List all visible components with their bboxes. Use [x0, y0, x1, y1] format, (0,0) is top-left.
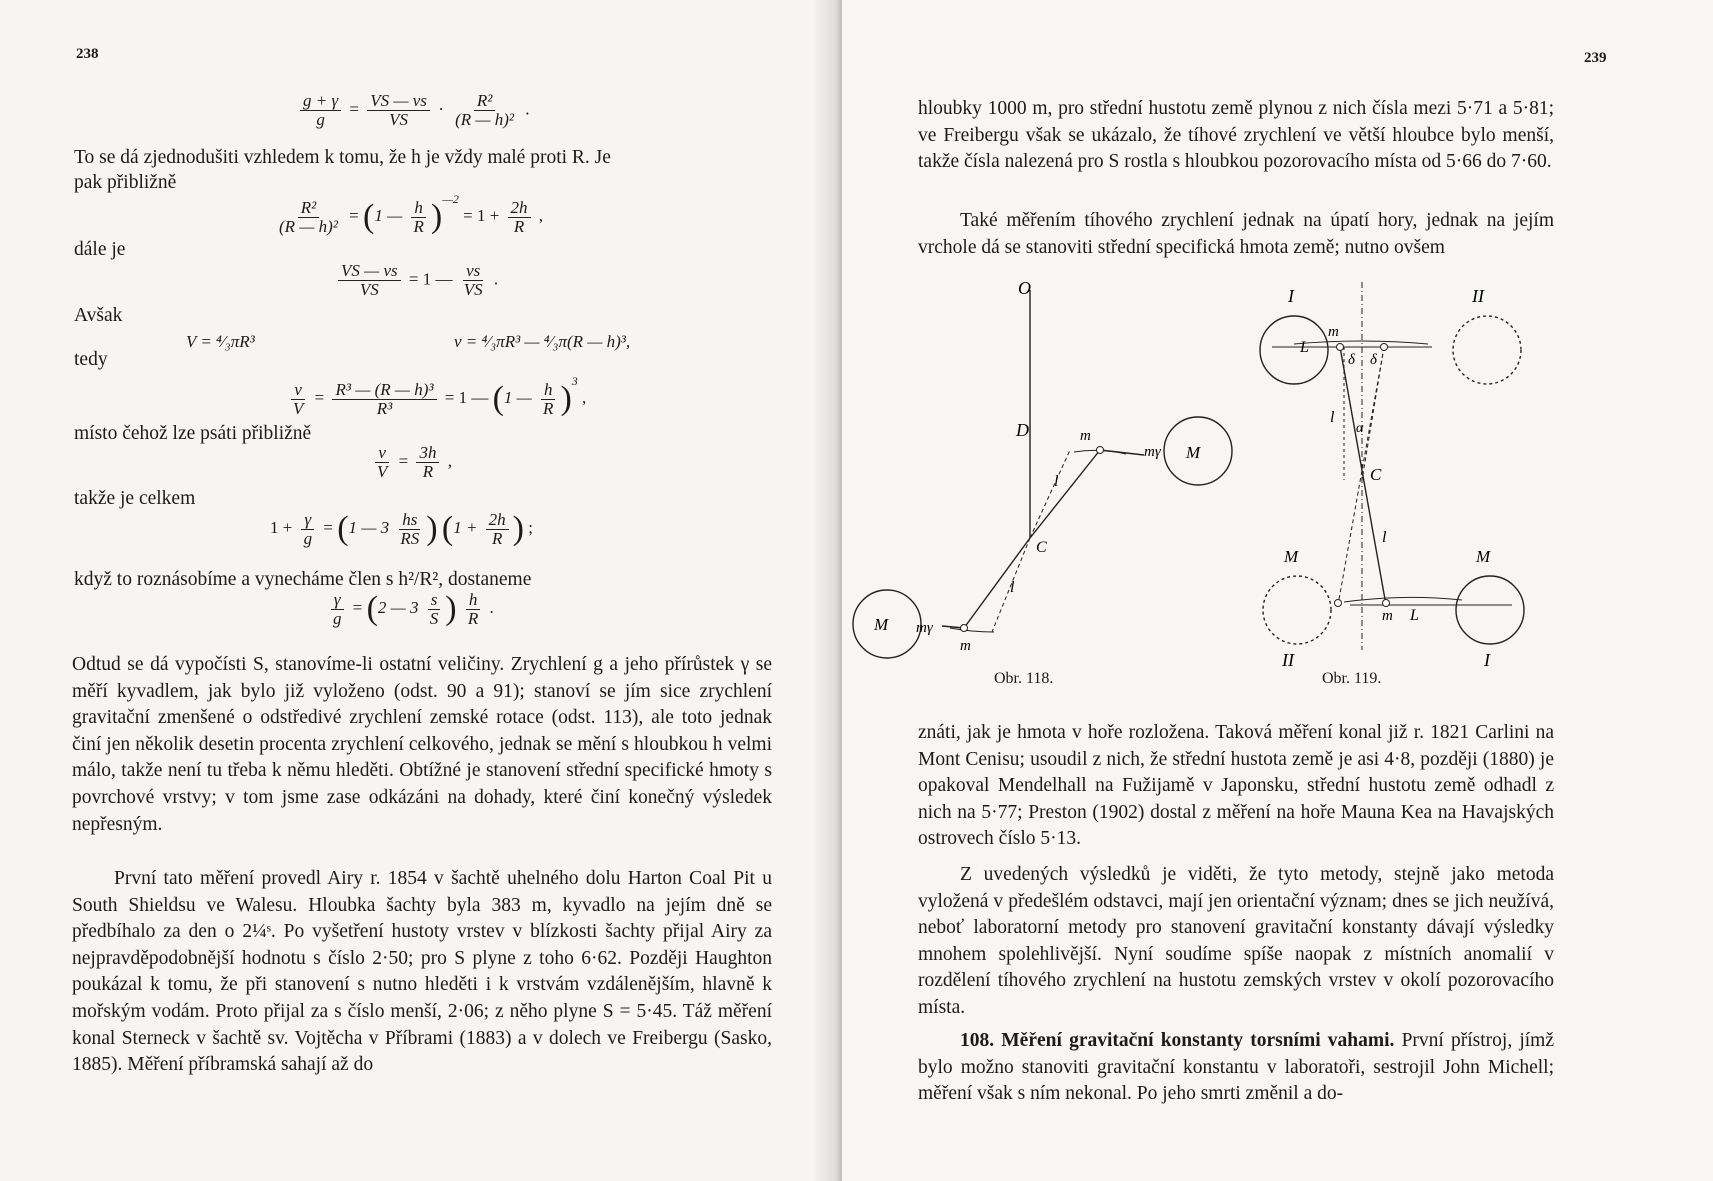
paragraph: 108. Měření gravitační konstanty torsními vahami. První přístroj, jímž bylo možno stanoviti gravitační konstantu v laboratoři, sestrojil John Michell; měření však s ním nekonal. Po jeho smrti změnil a do- — [918, 1030, 1555, 1105]
label-O: O — [1018, 278, 1031, 298]
paragraph: Odtud se dá vypočísti S, stanovíme-li ostatní veličiny. Zrychlení g a jeho přírůstek γ se měří kyvadlem, jak bylo již vyloženo (odst. 90 a 91); stanoví se jím sice zrychlení gravitační zmenšené o odstředivé zrychlení zemské rotace (odst. 113), ale toto jednak činí jen několik desetin procenta zrychlení celkového, jednak se mění s hloubkou h velmi málo, takže není tu třeba k němu hleděti. Obtížné je stanovení střední specifické hmoty s povrchové vrstvy; v tom jsme zase odkázáni na dohady, které činí konečný výsledek nepřesným. — [72, 654, 772, 835]
label-M: M — [1476, 547, 1491, 566]
text-line: místo čehož lze psáti přibližně — [74, 423, 312, 444]
label-m: m — [1382, 608, 1393, 624]
label-delta: δ — [1348, 352, 1355, 368]
label-m: m — [1328, 324, 1339, 340]
label-M: M — [1284, 547, 1299, 566]
label-C: C — [1036, 539, 1047, 556]
text-line: dále je — [74, 239, 126, 260]
label-mgamma: mγ — [1144, 444, 1161, 460]
label-II: II — [1472, 286, 1484, 306]
text-line: když to roznásobíme a vynecháme člen s h²/R², dostaneme — [74, 569, 532, 590]
paragraph: hloubky 1000 m, pro střední hustotu země plynou z nich čísla mezi 5·71 a 5·81; ve Freibergu však se ukázalo, že tíhové zrychlení ve větší hloubce bylo menší, takže čísla nalezená pro S rostla s hloubkou pozorovacího místa od 5·66 do 7·60. — [918, 98, 1554, 173]
label-L: L — [1300, 339, 1309, 356]
text-line: pak přibližně — [74, 172, 177, 193]
label-l: l — [1054, 473, 1059, 490]
label-l: l — [1382, 529, 1387, 546]
equation-5: $\frac{v}{V}$ = $\frac{\text{R³ — (R — h)³}}{\text{R³}}$ = 1 — (1 — $\frac{h}{R}$ )$^3$ , — [293, 374, 587, 418]
equation-1: $\frac{g + \gamma}{g}$ = $\frac{VS — vs}{VS}$ · $\frac{\text{R²}}{\text{(R — h)²}}$ . — [296, 92, 530, 129]
equation-3: $\frac{VS — vs}{VS}$ = 1 — $\frac{vs}{VS}$ . — [334, 262, 498, 299]
label-m: m — [1080, 428, 1091, 444]
label-m: m — [960, 638, 971, 654]
equation-4a: V = ⁴⁄₃πR³ — [186, 332, 255, 351]
text-line: takže je celkem — [74, 488, 196, 509]
equation-8: $\frac{\gamma}{g}$ = (2 — 3 $\frac{s}{S}$ ) $\frac{h}{R}$ . — [326, 590, 494, 628]
equation-2: $\frac{\text{R²}}{\text{(R — h)²}}$ = (1 — $\frac{h}{R}$ )$^{—2}$ = 1 + $\frac{2h}{R}$ , — [279, 192, 544, 236]
label-mgamma: mγ — [916, 620, 933, 636]
paragraph: První tato měření provedl Airy r. 1854 v šachtě uhelného dolu Harton Coal Pit u South Shieldsu ve Walesu. Hloubka šachty byla 383 m, kyvadlo na jejím dně se předbíhalo za den o 2¼ˢ. Po vyšetření hustoty vrstev v blízkosti šachty přijal Airy za nejpravděpodobnější hodnotu s číslo 2·50; pro S plyne z toho 6·62. Později Haughton poukázal k tomu, že při stanovení s nutno hleděti i k vrstvám vzdálenějším, hlavně k mořským vodám. Proto přijal za s číslo menší, 2·06; z něho plyne S = 5·45. Táž měření konal Sterneck v šachtě sv. Vojtěcha v Příbrami (1883) a v dolech ve Freibergu (Sasko, 1885). Měření příbramská sahají až do — [72, 868, 772, 1076]
label-I: I — [1288, 286, 1294, 306]
label-M: M — [1186, 443, 1201, 462]
page-number-right: 239 — [1584, 50, 1607, 66]
label-delta: δ — [1370, 352, 1377, 368]
page-number-left: 238 — [76, 46, 99, 62]
equation-7: 1 + $\frac{\gamma}{g}$ = (1 — 3 $\frac{hs}{RS}$ ) (1 + $\frac{2h}{R}$ ) ; — [270, 509, 533, 548]
text-line: Avšak — [74, 305, 123, 326]
paragraph: Také měřením tíhového zrychlení jednak na úpatí hory, jednak na jejím vrchole dá se stanoviti střední specifická hmota země; nutno ovšem — [918, 210, 1554, 258]
label-l: l — [1330, 409, 1335, 426]
label-II: II — [1282, 650, 1294, 670]
figure-caption: Obr. 118. — [994, 670, 1054, 687]
label-M: M — [874, 615, 889, 634]
equation-6: $\frac{v}{V}$ = $\frac{3h}{R}$ , — [377, 443, 452, 481]
label-alpha: α — [1356, 421, 1364, 436]
figure-caption: Obr. 119. — [1322, 670, 1382, 687]
label-D: D — [1016, 420, 1029, 440]
paragraph: znáti, jak je hmota v hoře rozložena. Taková měření konal již r. 1821 Carlini na Mont Cenisu; usoudil z nich, že střední hustota země je asi 4·8, později (1880) je opakoval Mendelhall na Fužijamě v Japonsku, střední hustotu země odhadl z nich na 5·77; Preston (1902) dostal z měření na hoře Mauna Kea na Havajských ostrovech číslo 5·13. — [918, 722, 1554, 850]
paragraph: Z uvedených výsledků je viděti, že tyto metody, stejně jako metoda vyložená v předešlém odstavci, mají jen orientační význam; dnes se jich neužívá, neboť laboratorní metody pro stanovení gravitační konstanty dávají výsledky mnohem spolehlivější. Nyní soudíme spíše naopak z místních anomalií v rozdělení tíhového zrychlení na hustotu zemských vrstev v okolí pozorovacího místa. — [918, 864, 1554, 1018]
left-page — [0, 0, 838, 1181]
section-heading: 108. Měření gravitační konstanty torsními vahami. — [960, 1030, 1395, 1051]
text-line: tedy — [74, 349, 108, 370]
figure-118 — [842, 260, 1262, 680]
text-line: To se dá zjednodušiti vzhledem k tomu, že h je vždy malé proti R. Je — [74, 147, 611, 168]
label-L: L — [1410, 607, 1419, 624]
equation-4b: v = ⁴⁄₃πR³ — ⁴⁄₃π(R — h)³, — [454, 332, 631, 351]
label-l: l — [1010, 579, 1015, 596]
label-C: C — [1370, 465, 1382, 484]
label-I: I — [1484, 650, 1490, 670]
right-page — [842, 0, 1713, 1181]
figure-119 — [1232, 280, 1562, 670]
